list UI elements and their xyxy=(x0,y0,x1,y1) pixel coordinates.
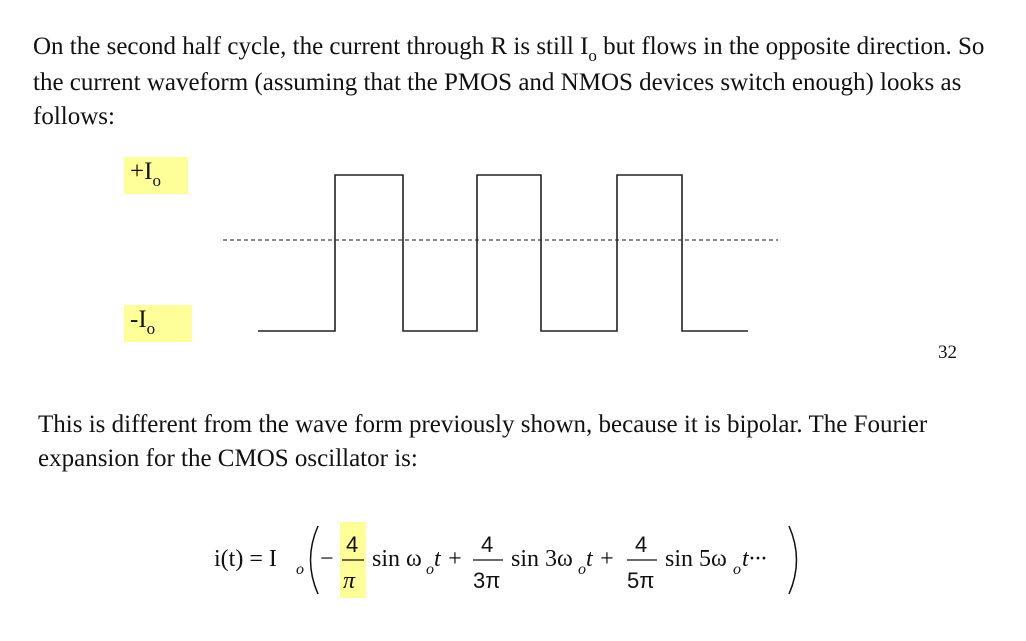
intro-subscript: o xyxy=(588,46,597,65)
fourier-intro-paragraph: This is different from the wave form previously shown, because it is bipolar. The Fourier expansion for the CMOS oscillator is: xyxy=(38,411,928,472)
page-number: 32 xyxy=(938,342,957,363)
formula-minus: − xyxy=(320,546,334,572)
left-paren xyxy=(311,526,319,594)
intro-text-part1: On the second half cycle, the current through R is still I xyxy=(33,33,589,60)
term1-t: t + xyxy=(434,546,463,572)
term3-function: sin 5ω xyxy=(665,546,727,572)
term1-sub: o xyxy=(426,561,434,578)
term2-denominator: 3π xyxy=(473,568,501,593)
intro-text-part2: but flows in the opposite direction. So the current waveform (assuming that the PMOS and NMOS devices switch enough) looks as follows: xyxy=(33,33,985,130)
term2-sub: o xyxy=(578,561,586,578)
term3-denominator: 5π xyxy=(627,568,655,593)
high-level-label-sub: o xyxy=(152,171,161,190)
term2-t: t + xyxy=(586,546,615,572)
term2-numerator: 4 xyxy=(481,532,494,557)
formula-lhs-sub: o xyxy=(296,561,304,578)
high-level-label-text: +I xyxy=(130,158,153,185)
low-level-label-text: -I xyxy=(130,306,147,333)
term1-denominator: π xyxy=(343,568,356,594)
low-level-label-sub: o xyxy=(146,319,156,338)
term3-t: t··· xyxy=(742,546,767,572)
term3-sub: o xyxy=(733,561,741,578)
term2-function: sin 3ω xyxy=(511,546,573,572)
term3-numerator: 4 xyxy=(635,532,648,557)
term1-numerator: 4 xyxy=(346,532,359,557)
formula-lhs: i(t) = I xyxy=(214,546,277,572)
right-paren xyxy=(789,526,797,594)
term1-function: sin ω xyxy=(372,546,422,572)
